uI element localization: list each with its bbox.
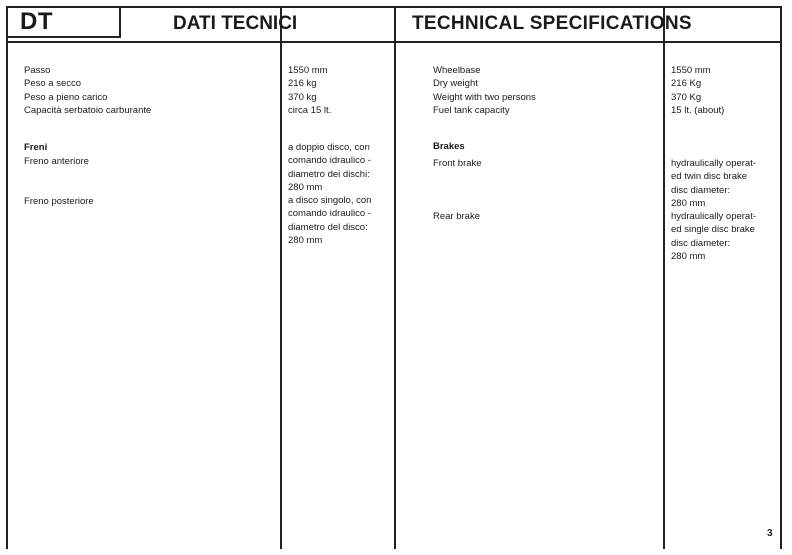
en-spec-labels xyxy=(433,64,536,117)
divider-en-value xyxy=(663,6,665,549)
en-rear-brake-label: Rear brake xyxy=(433,211,480,222)
title-english: TECHNICAL SPECIFICATIONS xyxy=(412,13,692,34)
it-spec-label: Capacità serbatoio carburante xyxy=(24,104,152,116)
en-spec-label: Fuel tank capacity xyxy=(433,104,510,116)
en-rear-brake-line: hydraulically operat- xyxy=(671,211,757,222)
en-front-brake-value xyxy=(671,157,756,210)
it-brakes-heading: Freni xyxy=(24,142,48,153)
it-front-brake-line: a doppio disco, con xyxy=(288,142,370,153)
en-front-brake-line: disc diameter: xyxy=(671,184,731,196)
en-spec-value: 370 Kg xyxy=(671,91,702,103)
divider-it-value xyxy=(280,6,282,549)
it-rear-brake-line: diametro del disco: xyxy=(288,221,368,233)
en-rear-brake-value xyxy=(671,210,756,263)
it-spec-label: Peso a pieno carico xyxy=(24,91,108,103)
divider-left-edge xyxy=(6,6,8,549)
it-spec-values xyxy=(288,64,331,117)
it-spec-value: circa 15 lt. xyxy=(288,104,332,116)
en-spec-value: 15 lt. (about) xyxy=(671,104,725,116)
it-rear-brake-value xyxy=(288,194,371,247)
header-top-rule xyxy=(6,6,781,8)
divider-right-edge xyxy=(780,6,782,549)
page-number: 3 xyxy=(767,528,773,539)
it-front-brake-line: diametro dei dischi: xyxy=(288,168,370,180)
it-spec-labels xyxy=(24,64,151,117)
it-front-brake-line: 280 mm xyxy=(288,181,323,193)
en-front-brake-line: ed twin disc brake xyxy=(671,171,748,183)
en-rear-brake-line: ed single disc brake xyxy=(671,224,755,236)
en-rear-brake-line: disc diameter: xyxy=(671,237,731,249)
it-front-brake-value xyxy=(288,141,371,194)
en-brakes-heading: Brakes xyxy=(433,141,465,152)
en-front-brake-line: 280 mm xyxy=(671,197,706,209)
en-spec-values xyxy=(671,64,724,117)
en-spec-label: Dry weight xyxy=(433,78,478,90)
it-spec-value: 370 kg xyxy=(288,91,317,103)
it-spec-value: 1550 mm xyxy=(288,65,328,76)
it-rear-brake-label: Freno posteriore xyxy=(24,196,94,207)
it-spec-value: 216 kg xyxy=(288,78,317,90)
it-spec-label: Peso a secco xyxy=(24,78,82,90)
it-front-brake-label: Freno anteriore xyxy=(24,156,89,167)
it-rear-brake-line: 280 mm xyxy=(288,234,323,246)
en-front-brake-label: Front brake xyxy=(433,158,482,169)
it-front-brake-line: comando idraulico - xyxy=(288,155,371,167)
en-spec-value: 1550 mm xyxy=(671,65,711,76)
en-spec-value: 216 Kg xyxy=(671,78,702,90)
divider-center xyxy=(394,6,396,549)
section-code: DT xyxy=(20,8,53,35)
it-rear-brake-line: comando idraulico - xyxy=(288,208,371,220)
en-spec-label: Weight with two persons xyxy=(433,91,536,103)
it-rear-brake-line: a disco singolo, con xyxy=(288,195,372,206)
en-rear-brake-line: 280 mm xyxy=(671,250,706,262)
title-italian: DATI TECNICI xyxy=(173,13,298,34)
it-spec-label: Passo xyxy=(24,65,51,76)
en-spec-label: Wheelbase xyxy=(433,65,481,76)
header-bottom-rule xyxy=(6,41,781,43)
en-front-brake-line: hydraulically operat- xyxy=(671,158,757,169)
